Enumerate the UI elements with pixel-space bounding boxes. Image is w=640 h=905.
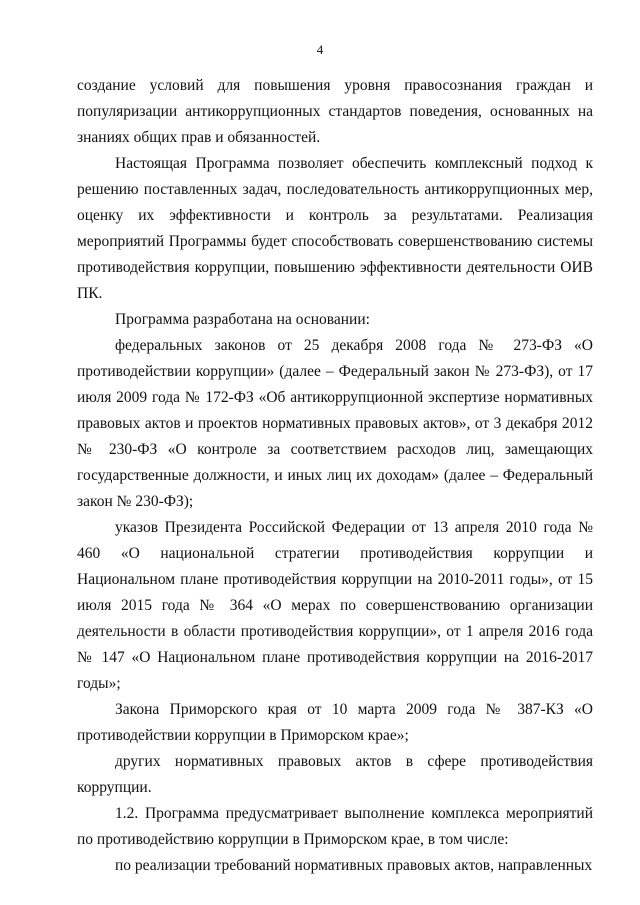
paragraph-presidential-decrees: указов Президента Российской Федерации от 13 апреля 2010 года № 460 «О национальной стратегии противодействия коррупции и Национальном плане противодействия коррупции на 2010-2011 годы», от 15 июля 2015 года № 364 «О мерах по совершенствованию организации деятельности в области противодействия коррупции», от 1 апреля 2016 года № 147 «О Национальном плане противодействия коррупции на 2016-2017 годы»;: [77, 519, 593, 692]
paragraph-regional-law: Закона Приморского края от 10 марта 2009 года № 387-КЗ «О противодействии коррупции в Приморском крае»;: [77, 701, 593, 744]
paragraph-section-1-2: 1.2. Программа предусматривает выполнение комплекса мероприятий по противодействию коррупции в Приморском крае, в том числе:: [77, 805, 593, 848]
paragraph-program-approach: Настоящая Программа позволяет обеспечить комплексный подход к решению поставленных задач, последовательность антикоррупционных мер, оценку их эффективности и контроль за результатами. Реализация мероприятий Программы будет способствовать совершенствованию системы противодействия коррупции, повышению эффективности деятельности ОИВ ПК.: [77, 155, 593, 302]
paragraph-other-acts: других нормативных правовых актов в сфере противодействия коррупции.: [77, 753, 593, 796]
page-number: 4: [316, 42, 324, 57]
paragraph-federal-laws: федеральных законов от 25 декабря 2008 года № 273-ФЗ «О противодействии коррупции» (далее – Федеральный закон № 273-ФЗ), от 17 июля 2009 года № 172-ФЗ «Об антикоррупционной экспертизе нормативных правовых актов и проектов нормативных правовых актов», от 3 декабря 2012 № 230-ФЗ «О контроле за соответствием расходов лиц, замещающих государственные должности, и иных лиц их доходам» (далее – Федеральный закон № 230-ФЗ);: [77, 337, 593, 510]
paragraph-awareness: создание условий для повышения уровня правосознания граждан и популяризации антикоррупционных стандартов поведения, основанных на знаниях общих прав и обязанностей.: [77, 77, 593, 146]
paragraph-requirements: по реализации требований нормативных правовых актов, направленных: [115, 857, 593, 874]
paragraph-basis-intro: Программа разработана на основании:: [115, 311, 370, 328]
document-body: [77, 73, 593, 879]
